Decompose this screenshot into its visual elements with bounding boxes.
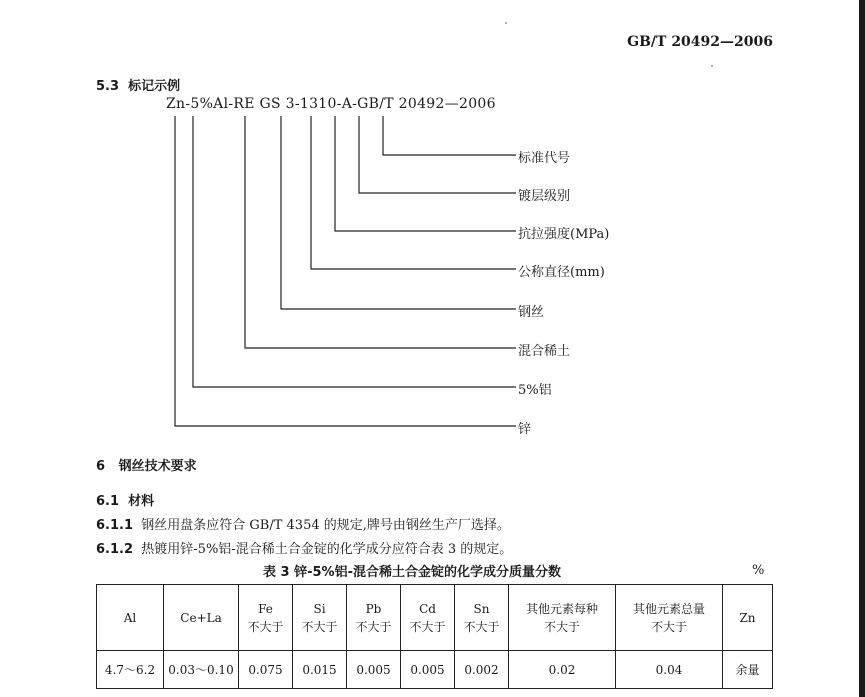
- clause-text: 钢丝用盘条应符合 GB/T 4354 的规定,牌号由钢丝生产厂选择。: [141, 518, 510, 533]
- section-number: 5.3: [96, 79, 120, 94]
- label-zinc: 锌: [518, 422, 532, 437]
- header-cell: 其他元素每种 不大于: [509, 585, 616, 651]
- section-title: 钢丝技术要求: [118, 459, 197, 474]
- label-rare-earth: 混合稀土: [518, 344, 571, 359]
- data-cell: 0.002: [455, 651, 509, 689]
- leader-line-aluminium: [193, 116, 516, 387]
- header-cell: Ce+La: [164, 585, 239, 651]
- header-cell: Si 不大于: [293, 585, 347, 651]
- table-unit: %: [752, 563, 765, 578]
- leader-line-rare-earth: [245, 116, 516, 348]
- label-steel-wire: 钢丝: [518, 305, 545, 320]
- clause-text: 热镀用锌-5%铝-混合稀土合金锭的化学成分应符合表 3 的规定。: [141, 542, 513, 557]
- section-6-1-heading: [96, 490, 154, 509]
- data-cell: 4.7～6.2: [97, 651, 164, 689]
- section-number: 6.1: [96, 494, 120, 509]
- table-caption: 表 3 锌-5%铝-混合稀土合金锭的化学成分质量分数: [263, 565, 561, 580]
- section-title: 标记示例: [128, 79, 181, 94]
- header-cell: Cd 不大于: [401, 585, 455, 651]
- data-cell: 0.02: [509, 651, 616, 689]
- data-cell: 余量: [723, 651, 773, 689]
- data-cell: 0.04: [616, 651, 723, 689]
- data-cell: 0.005: [401, 651, 455, 689]
- clause-6-1-1: [96, 514, 510, 533]
- leader-line-standard-code: [383, 116, 516, 155]
- label-standard-code: 标准代号: [518, 151, 571, 166]
- header-cell: 其他元素总量 不大于: [616, 585, 723, 651]
- data-cell: 0.03～0.10: [164, 651, 239, 689]
- section-number: 6: [96, 459, 106, 474]
- leader-line-tensile-strength: [335, 116, 516, 231]
- table-header-row: [97, 585, 773, 651]
- header-cell: Pb 不大于: [347, 585, 401, 651]
- composition-table: [96, 584, 773, 689]
- data-cell: 0.005: [347, 651, 401, 689]
- section-6-heading: [96, 455, 197, 474]
- header-cell: Al: [97, 585, 164, 651]
- label-aluminium: 5%铝: [518, 383, 552, 398]
- label-tensile-strength: 抗拉强度(MPa): [518, 227, 610, 242]
- data-cell: 0.075: [239, 651, 293, 689]
- clause-number: 6.1.2: [96, 542, 134, 557]
- label-nominal-diameter: 公称直径(mm): [518, 265, 605, 280]
- header-cell: Zn: [723, 585, 773, 651]
- clause-6-1-2: [96, 538, 512, 557]
- standard-number: GB/T 20492—2006: [627, 34, 773, 50]
- clause-number: 6.1.1: [96, 518, 134, 533]
- table-row: [97, 651, 773, 689]
- header-cell: Fe 不大于: [239, 585, 293, 651]
- data-cell: 0.015: [293, 651, 347, 689]
- section-title: 材料: [128, 494, 155, 509]
- marking-code: Zn-5%Al-RE GS 3-1310-A-GB/T 20492—2006: [166, 96, 496, 112]
- leader-line-steel-wire: [281, 116, 516, 309]
- label-coating-grade: 镀层级别: [518, 189, 571, 204]
- leader-line-zinc: [175, 116, 516, 426]
- header-cell: Sn 不大于: [455, 585, 509, 651]
